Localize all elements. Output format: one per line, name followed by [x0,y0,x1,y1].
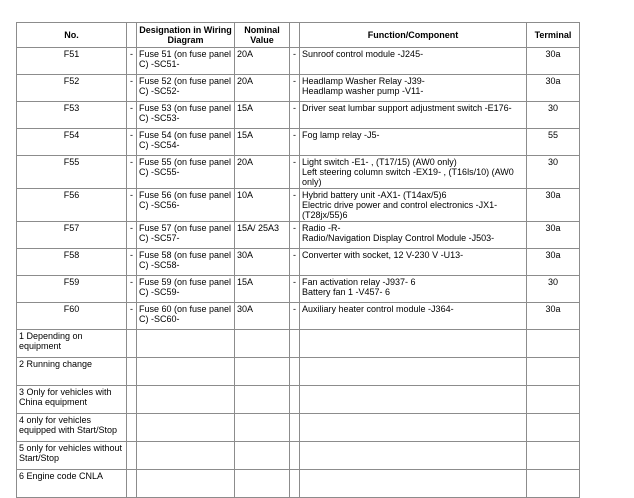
fuse-number: F59 [17,276,127,303]
header-no: No. [17,23,127,48]
terminal-value: 30a [527,48,580,75]
empty-cell [290,414,300,442]
dash-marker: - [127,48,137,75]
header-terminal: Terminal [527,23,580,48]
empty-cell [127,470,137,498]
empty-cell [527,386,580,414]
empty-cell [527,414,580,442]
footnote-text: 6 Engine code CNLA [17,470,127,498]
fuse-row [17,48,580,75]
fuse-number: F56 [17,189,127,222]
fuse-row [17,249,580,276]
empty-cell [235,470,290,498]
function-line: Battery fan 1 -V457- 6 [302,287,391,297]
header-row [17,23,580,48]
fuse-row [17,102,580,129]
footnote-row [17,330,580,358]
dash-marker: - [127,276,137,303]
dash-marker: - [127,156,137,189]
empty-cell [137,442,235,470]
fuse-row [17,156,580,189]
function-line: Electric drive power and control electronics -JX1- (T28jx/55)6 [302,200,498,220]
function-line: Light switch -E1- , (T17/15) (AW0 only) [302,157,457,167]
footnote-row [17,442,580,470]
footnote-row [17,470,580,498]
empty-cell [527,330,580,358]
fuse-designation: Fuse 52 (on fuse panel C) -SC52- [137,75,235,102]
fuse-number: F51 [17,48,127,75]
nominal-value: 20A [235,75,290,102]
empty-cell [235,330,290,358]
terminal-value: 30a [527,75,580,102]
header-designation: Designation in Wiring Diagram [137,23,235,48]
header-nominal: Nominal Value [235,23,290,48]
empty-cell [300,358,527,386]
header-spacer-1 [127,23,137,48]
nominal-value: 30A [235,303,290,330]
fuse-row [17,129,580,156]
empty-cell [137,358,235,386]
empty-cell [137,330,235,358]
fuse-number: F58 [17,249,127,276]
function-component [300,222,527,249]
footnote-text: 3 Only for vehicles with China equipment [17,386,127,414]
fuse-row [17,276,580,303]
dash-marker: - [290,303,300,330]
function-component [300,129,527,156]
dash-marker: - [290,75,300,102]
dash-marker: - [127,129,137,156]
empty-cell [290,330,300,358]
dash-marker: - [127,249,137,276]
dash-marker: - [290,249,300,276]
fuse-table [16,22,580,498]
fuse-number: F52 [17,75,127,102]
fuse-number: F53 [17,102,127,129]
footnote-text: 1 Depending on equipment [17,330,127,358]
empty-cell [137,414,235,442]
fuse-designation: Fuse 54 (on fuse panel C) -SC54- [137,129,235,156]
fuse-table-container [16,22,580,498]
footnote-row [17,358,580,386]
function-line: Converter with socket, 12 V-230 V -U13- [302,250,464,260]
empty-cell [527,442,580,470]
dash-marker: - [290,129,300,156]
fuse-designation: Fuse 53 (on fuse panel C) -SC53- [137,102,235,129]
function-component [300,276,527,303]
fuse-designation: Fuse 56 (on fuse panel C) -SC56- [137,189,235,222]
function-component [300,249,527,276]
function-line: Headlamp washer pump -V11- [302,86,424,96]
function-line: Left steering column switch -EX19- , (T16ls/10) (AW0 only) [302,167,514,187]
terminal-value: 30 [527,156,580,189]
function-component [300,102,527,129]
fuse-row [17,222,580,249]
terminal-value: 30 [527,102,580,129]
function-line: Driver seat lumbar support adjustment switch -E176- [302,103,512,113]
fuse-number: F55 [17,156,127,189]
nominal-value: 30A [235,249,290,276]
footnote-text: 5 only for vehicles without Start/Stop [17,442,127,470]
nominal-value: 15A [235,102,290,129]
fuse-number: F54 [17,129,127,156]
dash-marker: - [290,222,300,249]
dash-marker: - [127,102,137,129]
empty-cell [127,414,137,442]
terminal-value: 30a [527,222,580,249]
fuse-designation: Fuse 59 (on fuse panel C) -SC59- [137,276,235,303]
empty-cell [235,442,290,470]
empty-cell [300,442,527,470]
empty-cell [300,386,527,414]
dash-marker: - [127,222,137,249]
fuse-designation: Fuse 58 (on fuse panel C) -SC58- [137,249,235,276]
empty-cell [300,470,527,498]
fuse-row [17,189,580,222]
empty-cell [235,386,290,414]
function-line: Auxiliary heater control module -J364- [302,304,454,314]
nominal-value: 15A [235,129,290,156]
empty-cell [290,358,300,386]
empty-cell [290,470,300,498]
terminal-value: 55 [527,129,580,156]
fuse-designation: Fuse 60 (on fuse panel C) -SC60- [137,303,235,330]
dash-marker: - [290,48,300,75]
nominal-value: 20A [235,156,290,189]
dash-marker: - [290,156,300,189]
fuse-number: F60 [17,303,127,330]
dash-marker: - [127,75,137,102]
function-line: Radio/Navigation Display Control Module -J503- [302,233,495,243]
fuse-row [17,303,580,330]
terminal-value: 30a [527,303,580,330]
empty-cell [235,414,290,442]
terminal-value: 30a [527,189,580,222]
function-line: Fan activation relay -J937- 6 [302,277,416,287]
function-component [300,303,527,330]
empty-cell [127,442,137,470]
footnote-row [17,414,580,442]
function-component [300,48,527,75]
terminal-value: 30 [527,276,580,303]
empty-cell [127,358,137,386]
empty-cell [137,470,235,498]
empty-cell [300,414,527,442]
function-component [300,189,527,222]
function-line: Headlamp Washer Relay -J39- [302,76,425,86]
header-function: Function/Component [300,23,527,48]
fuse-row [17,75,580,102]
function-line: Radio -R- [302,223,341,233]
function-line: Hybrid battery unit -AX1- (T14ax/5)6 [302,190,447,200]
dash-marker: - [127,189,137,222]
empty-cell [527,358,580,386]
function-line: Fog lamp relay -J5- [302,130,380,140]
nominal-value: 20A [235,48,290,75]
nominal-value: 10A [235,189,290,222]
function-component [300,75,527,102]
empty-cell [290,386,300,414]
terminal-value: 30a [527,249,580,276]
dash-marker: - [290,276,300,303]
dash-marker: - [127,303,137,330]
empty-cell [527,470,580,498]
empty-cell [127,386,137,414]
footnote-text: 2 Running change [17,358,127,386]
empty-cell [290,442,300,470]
fuse-designation: Fuse 51 (on fuse panel C) -SC51- [137,48,235,75]
empty-cell [300,330,527,358]
dash-marker: - [290,102,300,129]
nominal-value: 15A [235,276,290,303]
dash-marker: - [290,189,300,222]
footnote-row [17,386,580,414]
header-spacer-2 [290,23,300,48]
fuse-designation: Fuse 57 (on fuse panel C) -SC57- [137,222,235,249]
fuse-designation: Fuse 55 (on fuse panel C) -SC55- [137,156,235,189]
empty-cell [127,330,137,358]
empty-cell [137,386,235,414]
fuse-number: F57 [17,222,127,249]
empty-cell [235,358,290,386]
function-line: Sunroof control module -J245- [302,49,424,59]
nominal-value: 15A/ 25A3 [235,222,290,249]
footnote-text: 4 only for vehicles equipped with Start/Stop [17,414,127,442]
function-component [300,156,527,189]
